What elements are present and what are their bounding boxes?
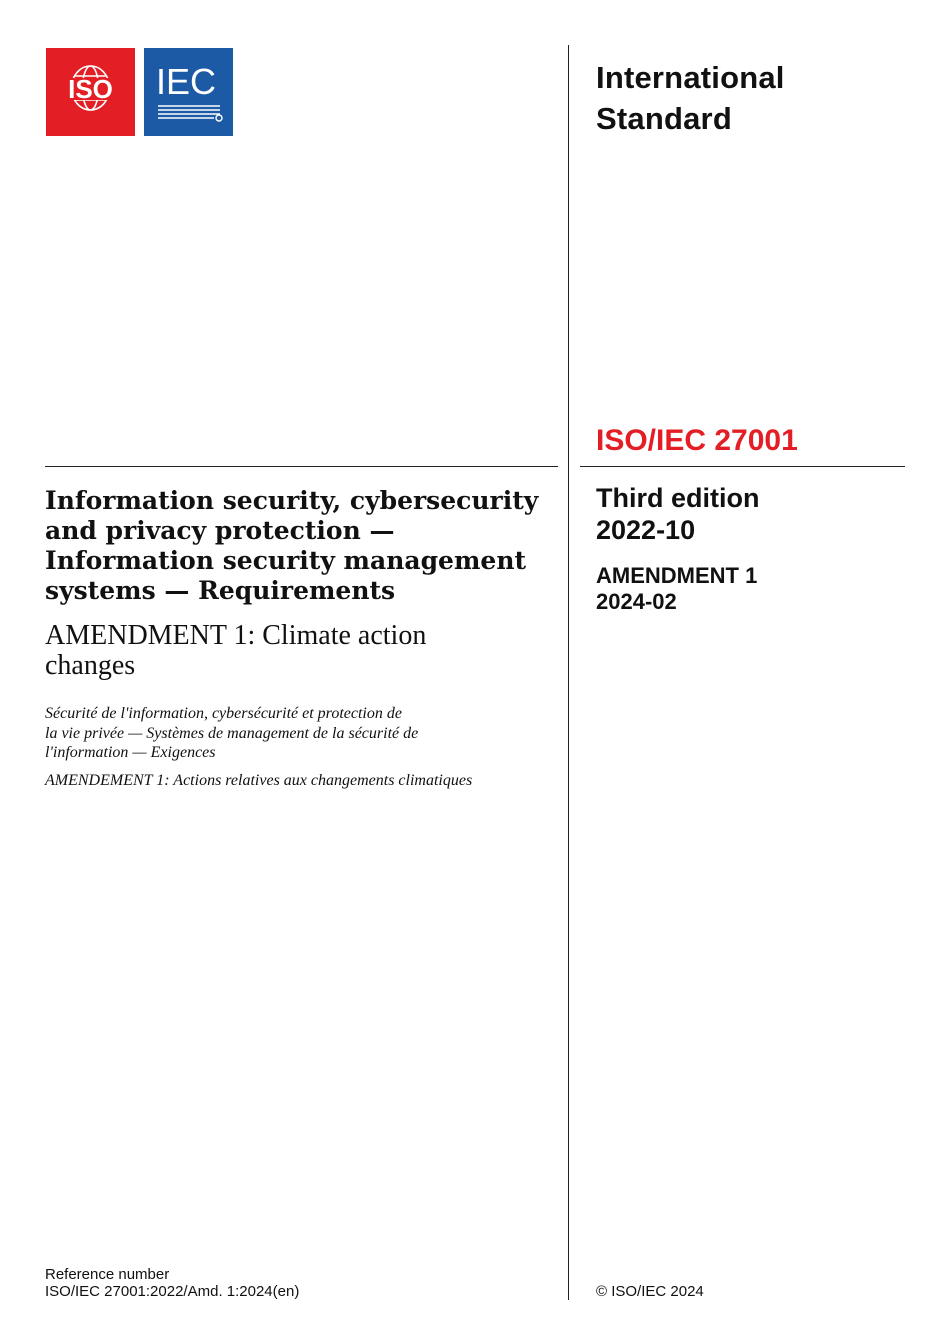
iec-logo-text: IEC (155, 61, 217, 102)
iso-logo (46, 48, 135, 136)
edition-info (596, 482, 759, 546)
horizontal-divider-right (580, 466, 905, 467)
english-title (45, 486, 545, 606)
edition-label: Third edition (596, 483, 760, 513)
iec-logo (144, 48, 233, 136)
copyright-notice: © ISO/IEC 2024 (596, 1283, 704, 1300)
document-type-line: International (596, 60, 785, 95)
french-title (45, 704, 485, 763)
amendment-title-line: AMENDMENT 1: Climate action (45, 620, 427, 651)
amendment-label: AMENDMENT 1 (596, 563, 758, 588)
french-title-line: Sécurité de l'information, cybersécurité et protection de (45, 705, 402, 722)
amendment-date: 2024-02 (596, 589, 677, 614)
iso-logo-text: ISO (68, 74, 113, 104)
french-title-line: l'information — Exigences (45, 744, 216, 761)
french-amendment-title: AMENDEMENT 1: Actions relatives aux changements climatiques (45, 772, 473, 789)
amendment-info (596, 563, 757, 615)
document-type (596, 57, 785, 139)
document-number: ISO/IEC 27001 (596, 424, 798, 457)
document-type-line: Standard (596, 101, 732, 136)
title-line: Information security, cybersecurity (45, 486, 539, 515)
reference-number: ISO/IEC 27001:2022/Amd. 1:2024(en) (45, 1283, 300, 1300)
edition-date: 2022-10 (596, 515, 696, 545)
iec-lines-icon (144, 48, 233, 136)
title-line: systems — Requirements (45, 576, 396, 605)
title-line: Information security management (45, 546, 527, 575)
french-title-line: la vie privée — Systèmes de management de la sécurité de (45, 724, 419, 742)
title-line: and privacy protection — (45, 516, 395, 545)
amendment-title-line: changes (45, 650, 136, 681)
english-amendment-title (45, 621, 545, 681)
vertical-divider (568, 45, 569, 1300)
iso-globe-icon (46, 48, 135, 136)
horizontal-divider-left (45, 466, 558, 467)
reference-label: Reference number (45, 1266, 170, 1283)
